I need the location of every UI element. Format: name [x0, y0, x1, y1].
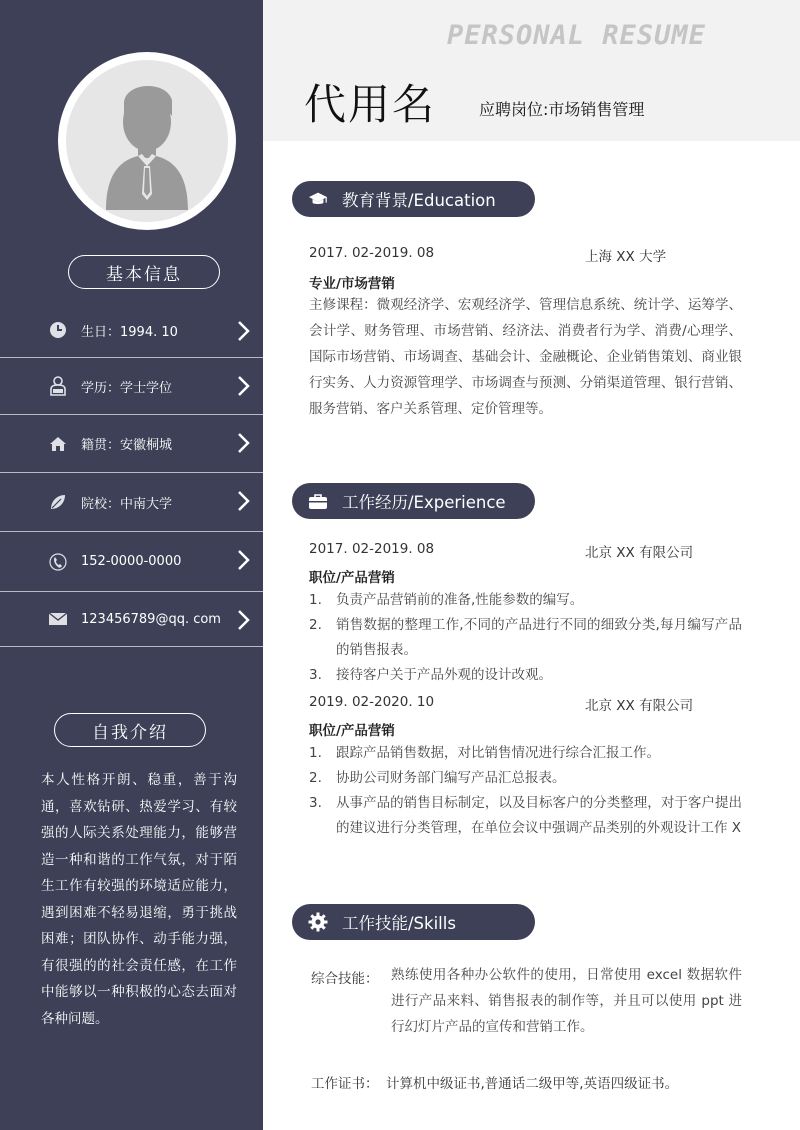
education-courses: 主修课程：微观经济学、宏观经济学、管理信息系统、统计学、运筹学、会计学、财务管理、市场营销、经济法、消费者行为学、消费/心理学、国际市场营销、市场调查、基础会计、金融概论、企业销售策划、商业银行实务、人力资源管理学、市场调查与预测、分销渠道管理、银行营销、服务营销、客户关系管理、定价管理等。	[309, 297, 742, 417]
info-row-birthday: 生日：1994. 10	[0, 303, 263, 358]
info-row-school: 院校：中南大学	[0, 473, 263, 532]
sidebar	[0, 0, 263, 1130]
skills-section-header: 工作技能/Skills	[292, 904, 535, 940]
basic-info-list	[0, 303, 263, 647]
phone-icon	[47, 551, 69, 573]
info-row-phone: 152-0000-0000	[0, 532, 263, 592]
chevron-right-icon[interactable]	[237, 432, 251, 458]
candidate-name: 代用名	[304, 80, 437, 129]
applied-position: 应聘岗位:市场销售管理	[479, 100, 645, 119]
briefcase-icon	[308, 491, 328, 511]
mail-icon	[47, 608, 69, 630]
intro-title: 自我介绍	[54, 713, 206, 747]
chevron-right-icon[interactable]	[237, 375, 251, 401]
clock-icon	[47, 319, 69, 341]
list-item: 1. 跟踪产品销售数据，对比销售情况进行综合汇报工作。	[309, 745, 660, 761]
home-icon	[47, 433, 69, 455]
info-row-email: 123456789@qq. com	[0, 592, 263, 647]
list-item: 2. 协助公司财务部门编写产品汇总报表。	[309, 770, 566, 786]
education-date: 2017. 02-2019. 08	[309, 245, 435, 261]
avatar-person-icon	[66, 60, 228, 222]
job-company: 北京 XX 有限公司	[585, 698, 694, 714]
job-role: 职位/产品营销	[309, 723, 395, 739]
general-skills-label: 综合技能：	[311, 971, 379, 987]
chevron-right-icon[interactable]	[237, 320, 251, 346]
info-row-hometown: 籍贯：安徽桐城	[0, 415, 263, 473]
chevron-right-icon[interactable]	[237, 490, 251, 516]
certificates-label: 工作证书：	[311, 1076, 379, 1092]
graduation-cap-icon	[308, 189, 328, 209]
person-icon	[47, 375, 69, 397]
general-skills-text: 熟练使用各种办公软件的使用，日常使用 excel 数据软件进行产品来料、销售报表的制作等，并且可以使用 ppt 进行幻灯片产品的宣传和营销工作。	[391, 967, 742, 1035]
info-row-education: 学历：学士学位	[0, 358, 263, 415]
job-role: 职位/产品营销	[309, 570, 395, 586]
certificates-text: 计算机中级证书,普通话二级甲等,英语四级证书。	[386, 1076, 679, 1092]
list-item: 3. 接待客户关于产品外观的设计改观。	[309, 667, 552, 683]
gear-icon	[308, 912, 328, 932]
basic-info-title: 基本信息	[68, 255, 220, 289]
experience-section-header: 工作经历/Experience	[292, 483, 535, 519]
list-item: 1. 负责产品营销前的准备,性能参数的编写。	[309, 592, 584, 608]
resume-english-title: PERSONAL RESUME	[447, 20, 706, 51]
education-section-header: 教育背景/Education	[292, 181, 535, 217]
leaf-icon	[47, 491, 69, 513]
job-date: 2017. 02-2019. 08	[309, 541, 435, 557]
education-school: 上海 XX 大学	[585, 249, 667, 265]
education-major: 专业/市场营销	[309, 276, 395, 292]
list-item: 3. 从事产品的销售目标制定，以及目标客户的分类整理，对于客户提出的建议进行分类管理，在单位会议中强调产品类别的外观设计工作 X	[309, 795, 742, 836]
chevron-right-icon[interactable]	[237, 609, 251, 635]
job-company: 北京 XX 有限公司	[585, 545, 694, 561]
self-introduction: 本人性格开朗、稳重，善于沟通，喜欢钻研、热爱学习、有较强的人际关系处理能力，能够营造一种和谐的工作气氛，对于陌生工作有较强的环境适应能力，遇到困难不轻易退缩，勇于挑战困难；团队协作、动手能力强，有很强的的社会责任感，在工作中能够以一种积极的心态去面对各种问题。	[41, 772, 237, 1027]
avatar	[58, 52, 236, 230]
list-item: 2. 销售数据的整理工作,不同的产品进行不同的细致分类,每月编写产品的销售报表。	[309, 617, 742, 658]
job-date: 2019. 02-2020. 10	[309, 694, 435, 710]
chevron-right-icon[interactable]	[237, 549, 251, 575]
